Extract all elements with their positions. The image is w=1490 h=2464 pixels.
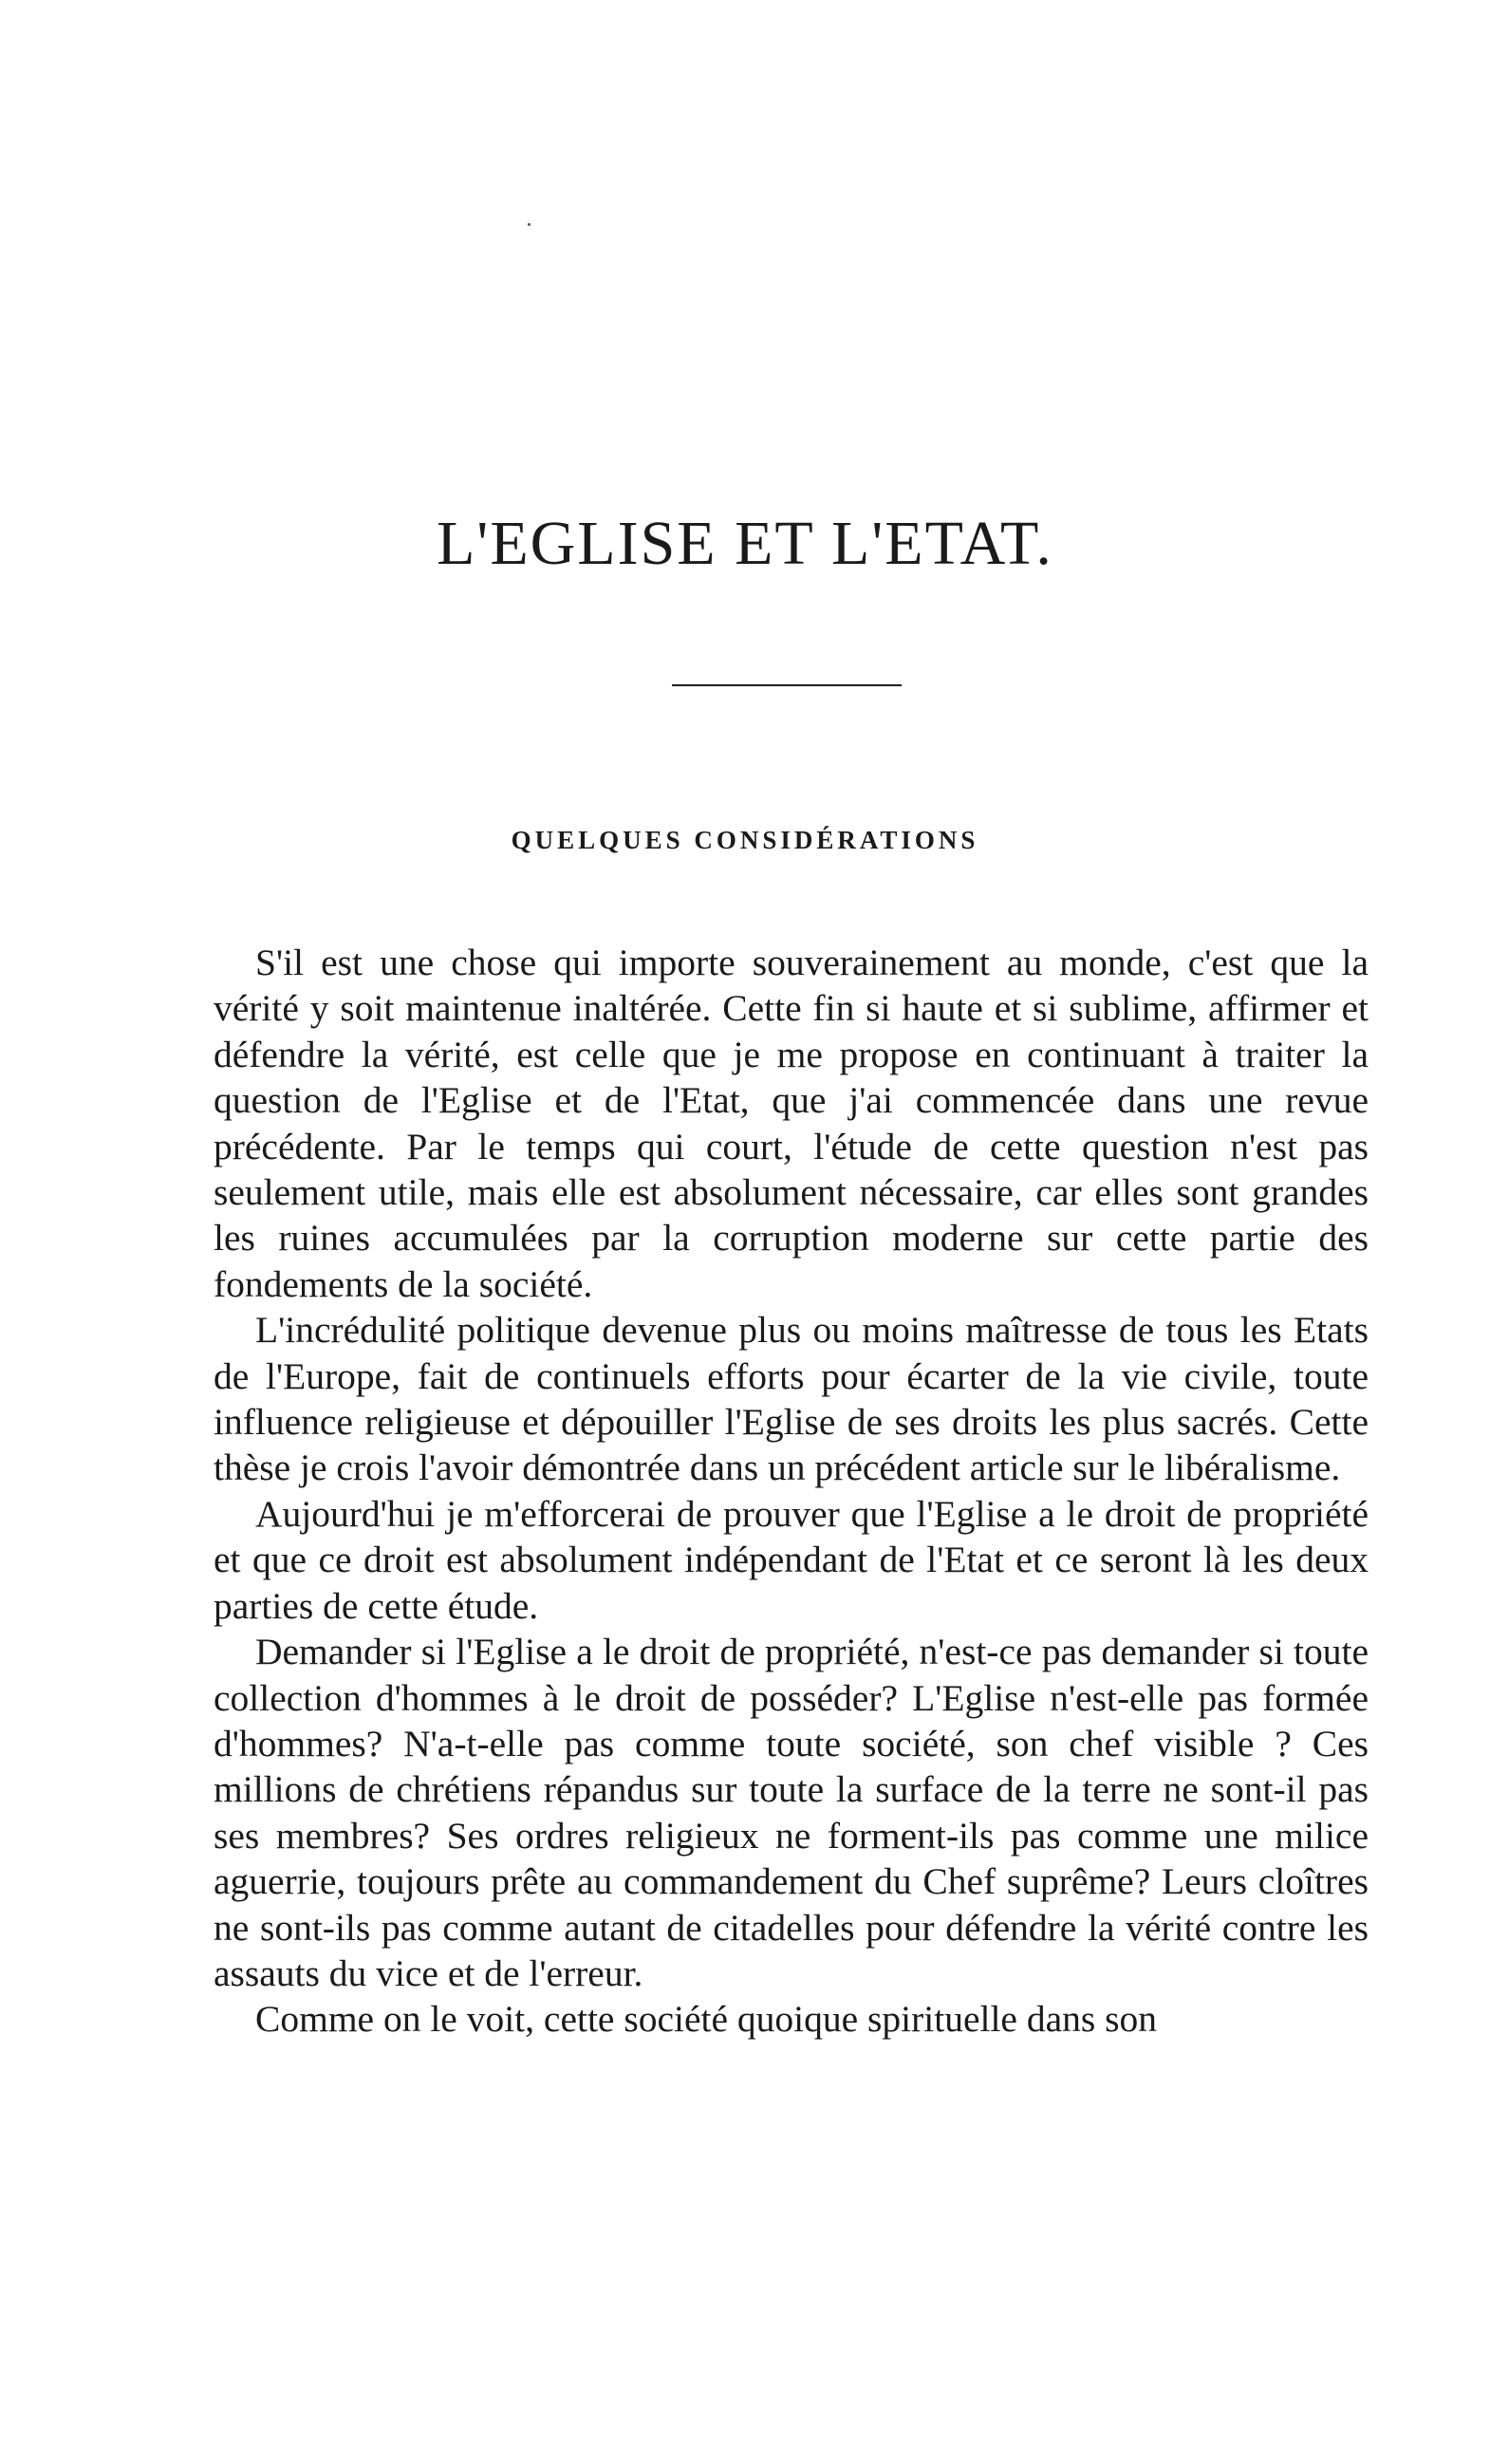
title-divider <box>672 684 902 686</box>
paragraph: S'il est une chose qui importe souverainement au monde, c'est que la vérité y soit maintenue inaltérée. Cette fin si haute et si sublime, affirmer et défendre la vérité, est celle que je me propose en continuant à traiter la question de l'Eglise et de l'Etat, que j'ai commencée dans une revue précédente. Par le temps qui court, l'étude de cette question n'est pas seulement utile, mais elle est absolument nécessaire, car elles sont grandes les ruines accumulées par la corruption moderne sur cette partie des fondements de la société. <box>214 942 1369 1305</box>
paragraph: Aujourd'hui je m'efforcerai de prouver que l'Eglise a le droit de propriété et que ce droit est absolument indépendant de l'Etat et ce seront là les deux parties de cette étude. <box>214 1492 1369 1627</box>
paragraph: Comme on le voit, cette société quoique spirituelle dans son <box>255 1998 1157 2041</box>
body-text <box>214 940 1369 2043</box>
section-subtitle: QUELQUES CONSIDÉRATIONS <box>511 826 979 854</box>
ink-speck <box>528 223 531 226</box>
paragraph: Demander si l'Eglise a le droit de propriété, n'est-ce pas demander si toute collection d'hommes à le droit de posséder? L'Eglise n'est-elle pas formée d'hommes? N'a-t-elle pas comme toute société, son chef visible ? Ces millions de chrétiens répandus sur toute la surface de la terre ne sont-il pas ses membres? Ses ordres religieux ne forment-ils pas comme une milice aguerrie, toujours prête au commandement du Chef suprême? Leurs cloîtres ne sont-ils pas comme autant de citadelles pour défendre la vérité contre les assauts du vice et de l'erreur. <box>214 1631 1369 1994</box>
page-title: L'EGLISE ET L'ETAT. <box>437 509 1053 578</box>
paragraph: L'incrédulité politique devenue plus ou moins maîtresse de tous les Etats de l'Europe, fait de continuels efforts pour écarter de la vie civile, toute influence religieuse et dépouiller l'Eglise de ses droits les plus sacrés. Cette thèse je crois l'avoir démontrée dans un précédent article sur le libéralisme. <box>214 1309 1369 1489</box>
